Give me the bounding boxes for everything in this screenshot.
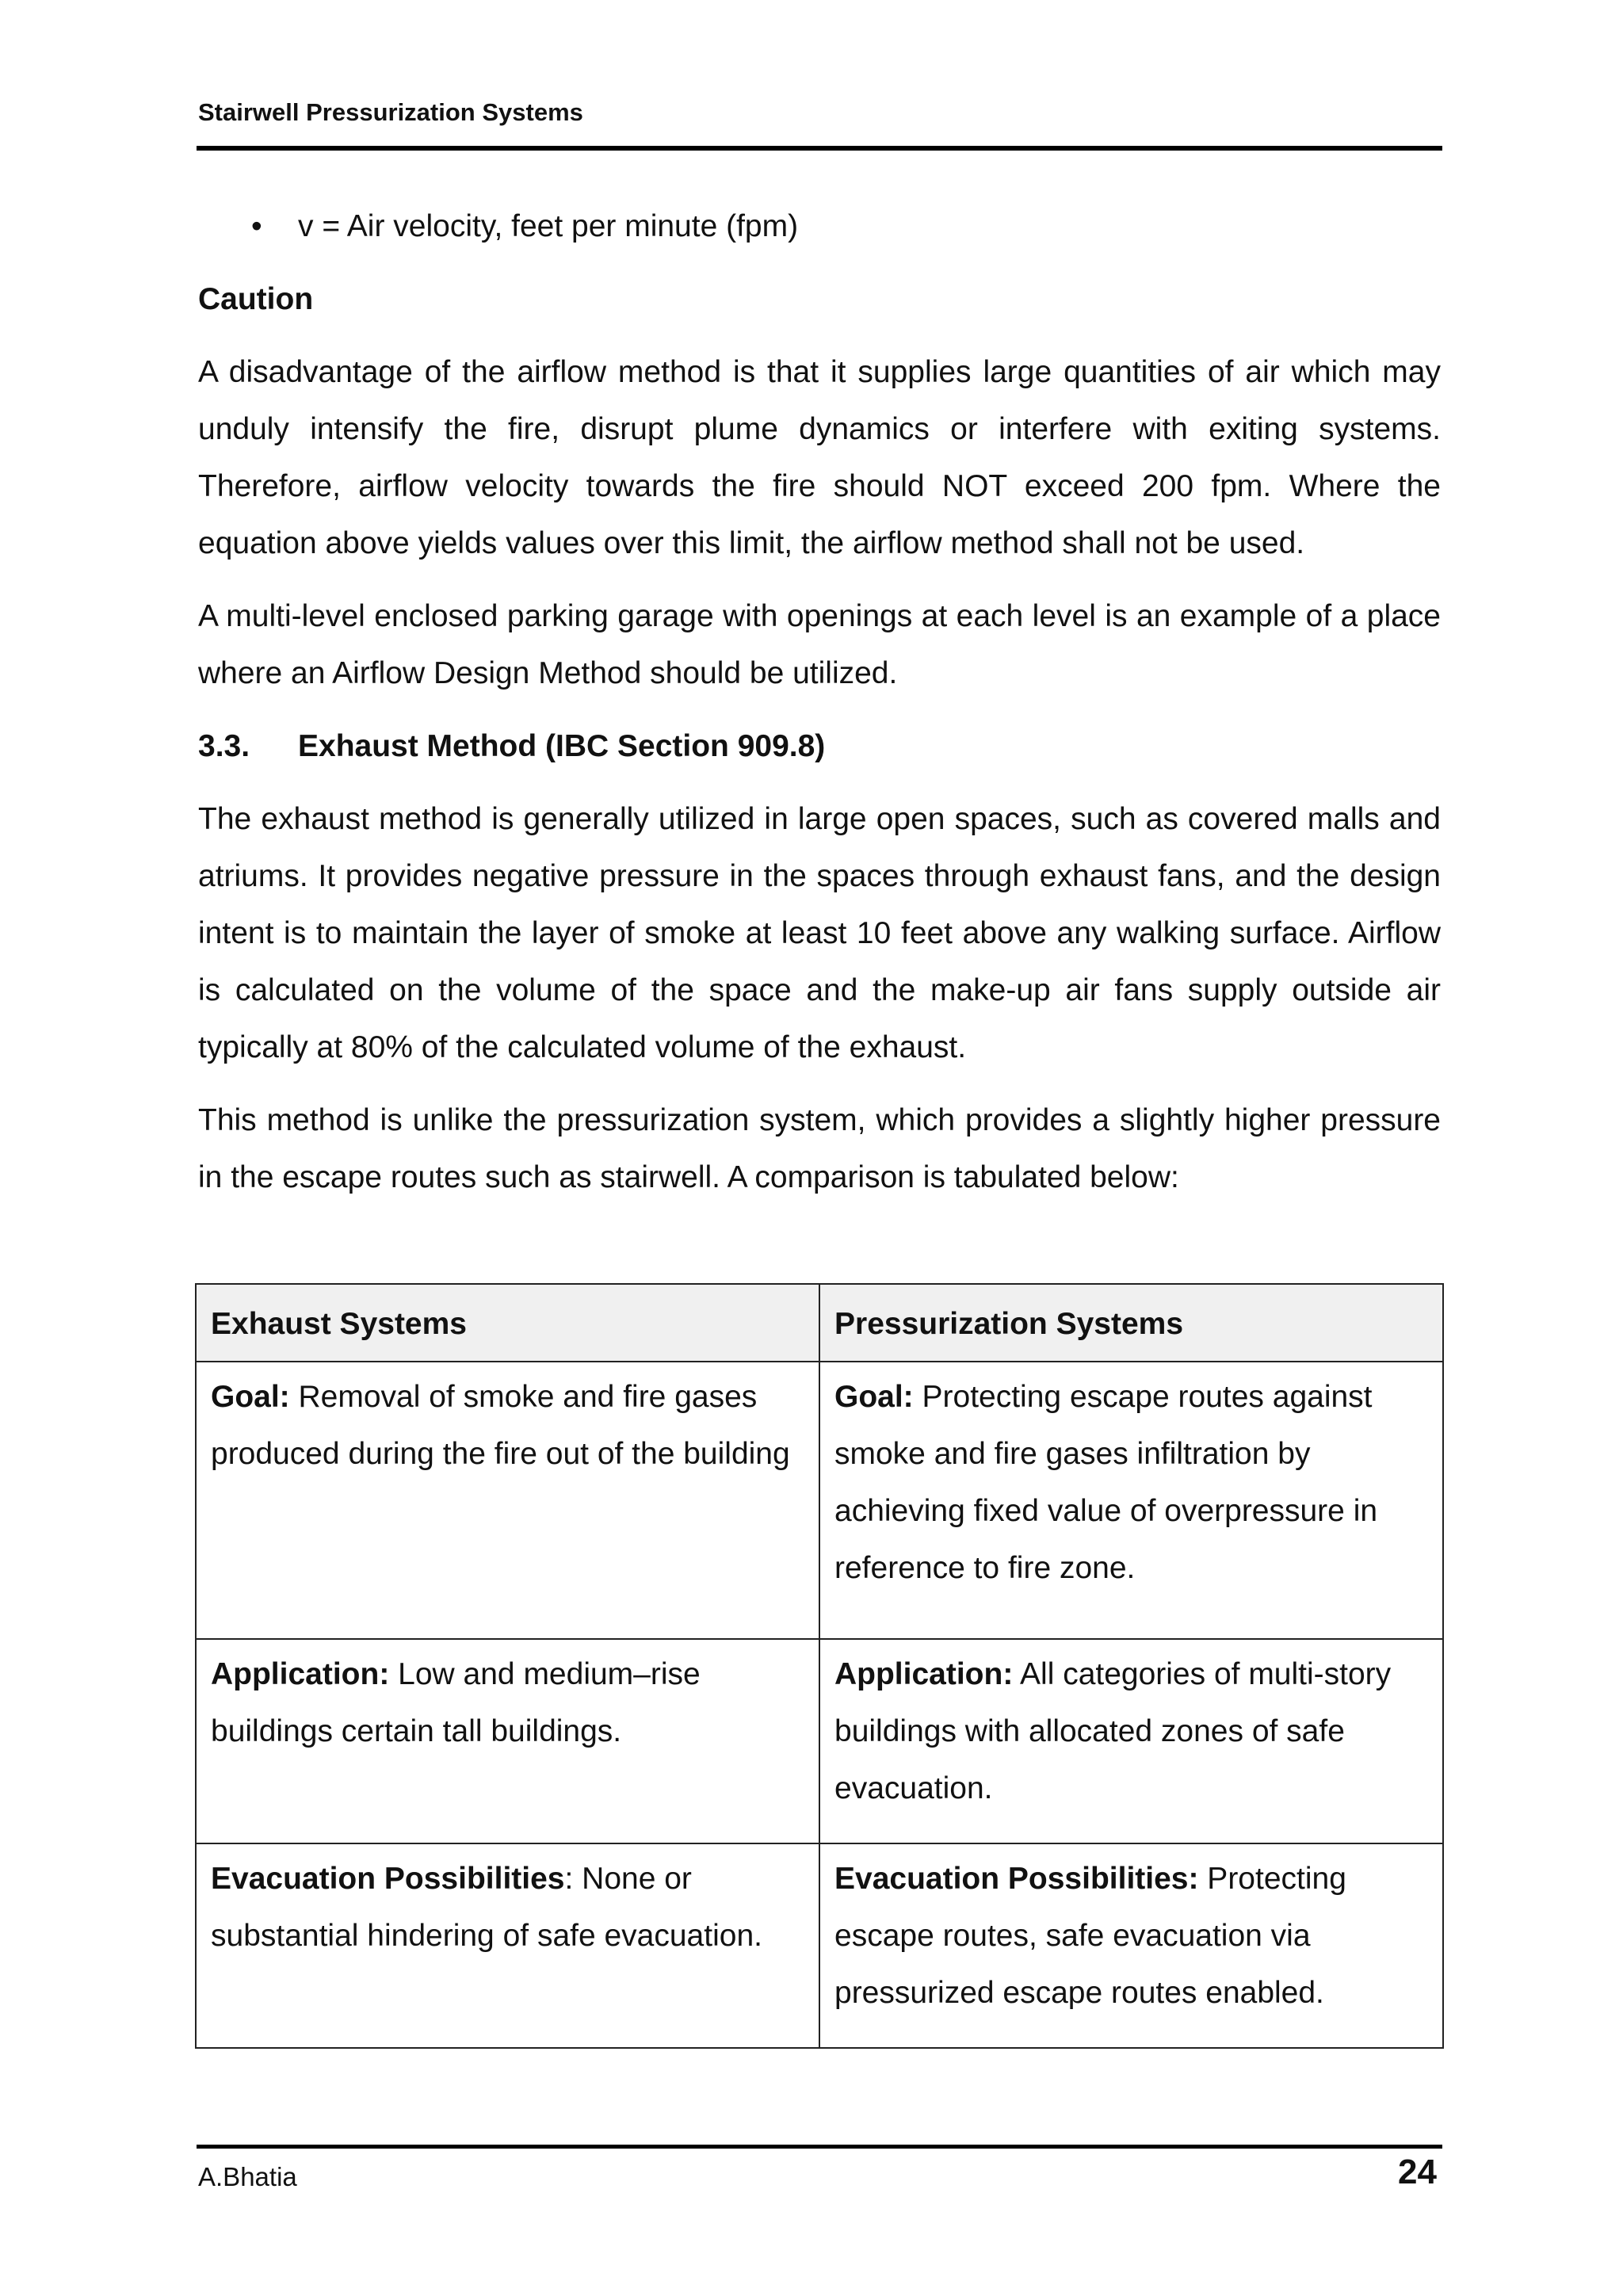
page-number: 24 xyxy=(1398,2153,1437,2191)
bullet-item xyxy=(198,198,1441,255)
table-cell xyxy=(196,1639,819,1843)
section-heading xyxy=(198,718,1441,775)
cell-text: : None or substantial hindering of safe evacuation. xyxy=(211,1862,762,1953)
running-header: Stairwell Pressurization Systems xyxy=(198,98,583,126)
section-title: Exhaust Method (IBC Section 909.8) xyxy=(298,729,826,763)
table-row xyxy=(196,1362,1443,1639)
comparison-table xyxy=(195,1283,1444,2049)
cell-label: Goal: xyxy=(211,1380,290,1414)
table-header-row xyxy=(196,1284,1443,1362)
section-number: 3.3. xyxy=(198,729,250,763)
header-divider xyxy=(197,146,1442,151)
cell-text: Protecting escape routes against smoke and fire gases infiltration by achieving fixed value of overpressure in reference to fire zone. xyxy=(834,1380,1378,1585)
paragraph-exhaust-method: The exhaust method is generally utilized in large open spaces, such as covered malls and atriums. It provides negative pressure in the spaces through exhaust fans, and the design intent is to maintain the layer of smoke at least 10 feet above any walking surface. Airflow is calculated on the volume of the space and the make-up air fans supply outside air typically at 80% of the calculated volume of the exhaust. xyxy=(198,802,1441,1064)
cell-text: Removal of smoke and fire gases produced during the fire out of the building xyxy=(211,1380,790,1471)
table-header-cell: Pressurization Systems xyxy=(819,1284,1443,1362)
cell-label: Evacuation Possibilities: xyxy=(834,1862,1199,1896)
table-header-cell: Exhaust Systems xyxy=(196,1284,819,1362)
bullet-icon: • xyxy=(251,209,262,243)
cell-label: Evacuation Possibilities xyxy=(211,1862,565,1896)
cell-text: Low and medium–rise buildings certain tall buildings. xyxy=(211,1657,701,1748)
bullet-text: v = Air velocity, feet per minute (fpm) xyxy=(298,209,799,243)
paragraph-parking-garage: A multi-level enclosed parking garage with openings at each level is an example of a place where an Airflow Design Method should be utilized. xyxy=(198,599,1441,690)
table-row xyxy=(196,1639,1443,1843)
footer-author: A.Bhatia xyxy=(198,2162,297,2191)
page-body xyxy=(198,198,1441,1222)
cell-label: Goal: xyxy=(834,1380,914,1414)
cell-label: Application: xyxy=(211,1657,390,1691)
table-cell xyxy=(819,1843,1443,2048)
table-cell xyxy=(819,1639,1443,1843)
cell-text: Protecting escape routes, safe evacuation via pressurized escape routes enabled. xyxy=(834,1862,1346,2010)
cell-label: Application: xyxy=(834,1657,1014,1691)
table-cell xyxy=(819,1362,1443,1639)
cell-text: All categories of multi-story buildings with allocated zones of safe evacuation. xyxy=(834,1657,1392,1805)
caution-heading: Caution xyxy=(198,282,314,316)
paragraph-disadvantage: A disadvantage of the airflow method is that it supplies large quantities of air which may unduly intensify the fire, disrupt plume dynamics or interfere with exiting systems. Therefore, airflow velocity towards the fire should NOT exceed 200 fpm. Where the equation above yields values over this limit, the airflow method shall not be used. xyxy=(198,355,1441,560)
table-cell xyxy=(196,1843,819,2048)
paragraph-comparison-intro: This method is unlike the pressurization system, which provides a slightly higher pressure in the escape routes such as stairwell. A comparison is tabulated below: xyxy=(198,1103,1441,1194)
footer-divider xyxy=(197,2145,1442,2149)
table-row xyxy=(196,1843,1443,2048)
table-cell xyxy=(196,1362,819,1639)
